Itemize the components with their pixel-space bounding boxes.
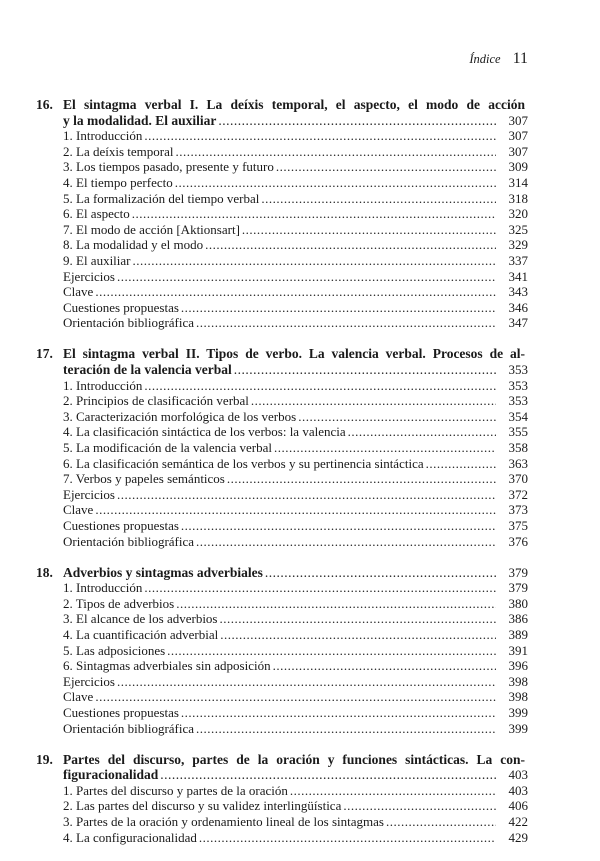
toc-entry-label: 4. La cuantificación adverbial bbox=[63, 627, 219, 642]
dot-leader bbox=[386, 814, 496, 830]
toc-entry-label: 3. Partes de la oración y ordenamiento lineal de los sintagmas bbox=[63, 814, 384, 830]
page-ref: 380 bbox=[508, 595, 528, 611]
chapter-heading bbox=[36, 346, 528, 362]
toc-entry-label: 6. El aspecto bbox=[63, 206, 130, 222]
dot-leader bbox=[227, 471, 496, 487]
chapter-heading bbox=[36, 752, 528, 768]
toc-chapter bbox=[36, 752, 528, 846]
toc-entry-label: 2. Tipos de adverbios bbox=[63, 595, 175, 611]
page-ref: 363 bbox=[508, 455, 528, 471]
chapter-title-text: y la modalidad. El auxiliar bbox=[63, 112, 217, 128]
page-ref: 358 bbox=[508, 439, 528, 455]
page-ref: 355 bbox=[508, 424, 528, 440]
chapter-title-text: figuracionalidad bbox=[63, 767, 159, 783]
dot-leader bbox=[181, 705, 496, 721]
toc-entry bbox=[63, 393, 528, 409]
toc-entry bbox=[63, 471, 528, 487]
chapter-title-text: Adverbios y sintagmas adverbiales bbox=[63, 564, 263, 580]
toc-entry-label: 3. El alcance de los adverbios bbox=[63, 611, 218, 627]
toc-entry-label: Orientación bibliográfica bbox=[63, 533, 195, 549]
toc-entry-label: Ejercicios bbox=[63, 673, 115, 689]
dot-leader bbox=[160, 767, 496, 783]
toc-entry-label: 3. Los tiempos pasado, presente y futuro bbox=[63, 159, 274, 175]
toc-entry bbox=[63, 191, 528, 207]
toc-entry-label: Ejercicios bbox=[63, 268, 115, 284]
toc-entry-label: Clave bbox=[63, 689, 94, 705]
toc-entry-label: 2. Principios de clasificación verbal bbox=[63, 393, 249, 409]
page-ref: 429 bbox=[508, 829, 528, 845]
toc-entry-label: Orientación bibliográfica bbox=[63, 315, 195, 331]
page-ref: 379 bbox=[508, 580, 528, 596]
toc-entry bbox=[63, 424, 528, 440]
dot-leader bbox=[343, 798, 496, 814]
toc-entry bbox=[63, 456, 528, 472]
page-ref: 398 bbox=[508, 689, 528, 705]
dot-leader bbox=[234, 362, 496, 378]
dot-leader bbox=[276, 159, 496, 175]
toc-chapter bbox=[36, 346, 528, 549]
toc-entry-label: 3. Caracterización morfológica de los verbos bbox=[63, 408, 297, 424]
toc-entry-label: Cuestiones propuestas bbox=[63, 704, 179, 720]
toc-entry-label: 5. La modificación de la valencia verbal bbox=[63, 439, 272, 455]
dot-leader bbox=[133, 253, 496, 269]
running-header-title: Índice bbox=[469, 52, 501, 66]
toc-entry bbox=[63, 128, 528, 144]
toc-entry bbox=[63, 643, 528, 659]
toc-entry-label: 5. Las adposiciones bbox=[63, 642, 166, 658]
page-ref: 343 bbox=[508, 284, 528, 300]
dot-leader bbox=[167, 643, 496, 659]
toc-entry-label: 4. La clasificación sintáctica de los verbos: la valencia bbox=[63, 424, 346, 440]
page-ref: 353 bbox=[508, 362, 528, 377]
page-ref: 396 bbox=[508, 658, 528, 674]
toc-entry-label: Ejercicios bbox=[63, 486, 115, 502]
page-ref: 346 bbox=[508, 299, 528, 315]
dot-leader bbox=[95, 689, 496, 705]
toc-entry bbox=[63, 440, 528, 456]
dot-leader bbox=[273, 658, 496, 674]
dot-leader bbox=[218, 113, 496, 129]
page-ref: 379 bbox=[508, 564, 528, 580]
toc-entry bbox=[63, 596, 528, 612]
page-ref: 337 bbox=[508, 252, 528, 268]
dot-leader bbox=[220, 627, 496, 643]
toc-entry-label: Clave bbox=[63, 502, 94, 518]
page-ref: 341 bbox=[508, 268, 528, 284]
dot-leader bbox=[176, 596, 496, 612]
page-ref: 406 bbox=[508, 798, 528, 814]
dot-leader bbox=[261, 191, 496, 207]
toc-entry bbox=[63, 502, 528, 518]
page-ref: 309 bbox=[508, 159, 528, 175]
toc-entry bbox=[63, 206, 528, 222]
toc-entry bbox=[63, 300, 528, 316]
dot-leader bbox=[144, 378, 496, 394]
page-ref: 403 bbox=[508, 767, 528, 783]
toc-entry bbox=[63, 783, 528, 799]
dot-leader bbox=[181, 300, 496, 316]
dot-leader bbox=[144, 580, 496, 596]
dot-leader bbox=[274, 440, 496, 456]
toc-entry bbox=[63, 269, 528, 285]
page-ref: 353 bbox=[508, 393, 528, 409]
toc-entry-label: Orientación bibliográfica bbox=[63, 720, 195, 736]
page-ref: 314 bbox=[508, 174, 528, 190]
dot-leader bbox=[205, 237, 496, 253]
toc-entry-label: Clave bbox=[63, 284, 94, 300]
toc-entry bbox=[63, 674, 528, 690]
toc-entry bbox=[63, 518, 528, 534]
dot-leader bbox=[175, 175, 496, 191]
toc-entry bbox=[63, 534, 528, 550]
toc-entry bbox=[63, 830, 528, 846]
toc-entry bbox=[63, 409, 528, 425]
chapter-title-row bbox=[63, 767, 528, 783]
page-ref: 398 bbox=[508, 673, 528, 689]
toc-entry bbox=[63, 315, 528, 331]
toc-entry bbox=[63, 580, 528, 596]
toc-entry bbox=[63, 144, 528, 160]
page-ref: 389 bbox=[508, 627, 528, 642]
toc-entry-label: 7. Verbos y papeles semánticos bbox=[63, 471, 225, 487]
chapter-title-row bbox=[36, 565, 528, 581]
page-ref: 375 bbox=[508, 517, 528, 533]
toc-entry-label: 2. Las partes del discurso y su validez interlingüística bbox=[63, 798, 342, 814]
page-ref: 347 bbox=[508, 315, 528, 331]
toc-entry bbox=[63, 175, 528, 191]
chapter-title-line: Partes del discurso, partes de la oración y funciones sintácticas. La con- bbox=[63, 751, 525, 767]
toc-entry-label: 1. Partes del discurso y partes de la oración bbox=[63, 782, 288, 798]
page-number: 11 bbox=[512, 50, 528, 67]
toc-entry bbox=[63, 253, 528, 269]
dot-leader bbox=[95, 284, 496, 300]
chapter-title-row bbox=[63, 362, 528, 378]
page-ref: 372 bbox=[508, 486, 528, 502]
chapter-number: 19. bbox=[36, 751, 53, 767]
toc-entry bbox=[63, 237, 528, 253]
dot-leader bbox=[117, 269, 496, 285]
toc-entry-label: 6. Sintagmas adverbiales sin adposición bbox=[63, 658, 271, 674]
dot-leader bbox=[298, 409, 496, 425]
toc-entry bbox=[63, 798, 528, 814]
toc-chapter bbox=[36, 97, 528, 331]
chapter-title-row bbox=[63, 113, 528, 129]
toc-entry-label: 6. La clasificación semántica de los verbos y su pertinencia sintáctica bbox=[63, 455, 424, 471]
toc-entry-label: 4. La configuracionalidad bbox=[63, 829, 197, 845]
toc-entry bbox=[63, 611, 528, 627]
toc-entry-label: 8. La modalidad y el modo bbox=[63, 237, 204, 253]
toc-entry bbox=[63, 284, 528, 300]
toc-entry-label: 1. Introducción bbox=[63, 377, 143, 393]
dot-leader bbox=[117, 487, 496, 503]
dot-leader bbox=[196, 315, 496, 331]
page-ref: 376 bbox=[508, 533, 528, 549]
dot-leader bbox=[196, 721, 496, 737]
chapter-number: 17. bbox=[36, 346, 53, 362]
page-ref: 403 bbox=[508, 782, 528, 798]
page-ref: 325 bbox=[508, 221, 528, 237]
dot-leader bbox=[220, 611, 497, 627]
dot-leader bbox=[117, 674, 496, 690]
dot-leader bbox=[95, 502, 496, 518]
toc-entry-label: 5. La formalización del tiempo verbal bbox=[63, 190, 260, 206]
dot-leader bbox=[132, 206, 496, 222]
dot-leader bbox=[196, 534, 496, 550]
page-ref: 353 bbox=[508, 377, 528, 393]
page-ref: 320 bbox=[508, 206, 528, 222]
chapter-number: 18. bbox=[36, 564, 53, 580]
toc-entry-label: 1. Introducción bbox=[63, 128, 143, 144]
page-ref: 391 bbox=[508, 642, 528, 658]
page-ref: 399 bbox=[508, 720, 528, 736]
dot-leader bbox=[348, 424, 496, 440]
dot-leader bbox=[426, 456, 496, 472]
dot-leader bbox=[199, 830, 496, 846]
page-ref: 307 bbox=[508, 112, 528, 128]
chapter-number: 16. bbox=[36, 97, 53, 112]
dot-leader bbox=[181, 518, 496, 534]
page-ref: 318 bbox=[508, 190, 528, 206]
page-ref: 354 bbox=[508, 408, 528, 424]
toc-entry-label: Cuestiones propuestas bbox=[63, 517, 179, 533]
chapter-title-line: El sintagma verbal I. La deíxis temporal, el aspecto, el modo de acción bbox=[63, 97, 525, 112]
toc-entry-label: 7. El modo de acción [Aktionsart] bbox=[63, 221, 240, 237]
toc-entry-label: 4. El tiempo perfecto bbox=[63, 174, 173, 190]
chapter-title-text: teración de la valencia verbal bbox=[63, 362, 232, 377]
dot-leader bbox=[251, 393, 496, 409]
dot-leader bbox=[290, 783, 496, 799]
table-of-contents bbox=[36, 97, 528, 861]
dot-leader bbox=[265, 565, 496, 581]
dot-leader bbox=[175, 144, 496, 160]
toc-entry bbox=[63, 658, 528, 674]
toc-entry-label: 2. La deíxis temporal bbox=[63, 143, 174, 159]
toc-entry-label: Cuestiones propuestas bbox=[63, 299, 179, 315]
running-header bbox=[469, 50, 528, 68]
toc-entry bbox=[63, 689, 528, 705]
toc-entry bbox=[63, 222, 528, 238]
toc-entry-label: 1. Introducción bbox=[63, 580, 143, 596]
toc-entry bbox=[63, 487, 528, 503]
toc-entry bbox=[63, 378, 528, 394]
chapter-title-line: El sintagma verbal II. Tipos de verbo. La valencia verbal. Procesos de al- bbox=[63, 346, 525, 362]
page-ref: 386 bbox=[508, 611, 528, 627]
dot-leader bbox=[144, 128, 496, 144]
toc-entry bbox=[63, 627, 528, 643]
page-ref: 370 bbox=[508, 471, 528, 487]
page-ref: 329 bbox=[508, 237, 528, 253]
page-ref: 307 bbox=[508, 143, 528, 159]
toc-entry bbox=[63, 814, 528, 830]
page-ref: 307 bbox=[508, 128, 528, 144]
page-ref: 399 bbox=[508, 704, 528, 720]
toc-entry bbox=[63, 721, 528, 737]
dot-leader bbox=[242, 222, 496, 238]
page-ref: 422 bbox=[508, 814, 528, 830]
toc-entry-label: 9. El auxiliar bbox=[63, 252, 131, 268]
toc-entry bbox=[63, 705, 528, 721]
toc-chapter bbox=[36, 565, 528, 737]
toc-entry bbox=[63, 159, 528, 175]
page-ref: 373 bbox=[508, 502, 528, 518]
chapter-heading bbox=[36, 97, 528, 113]
